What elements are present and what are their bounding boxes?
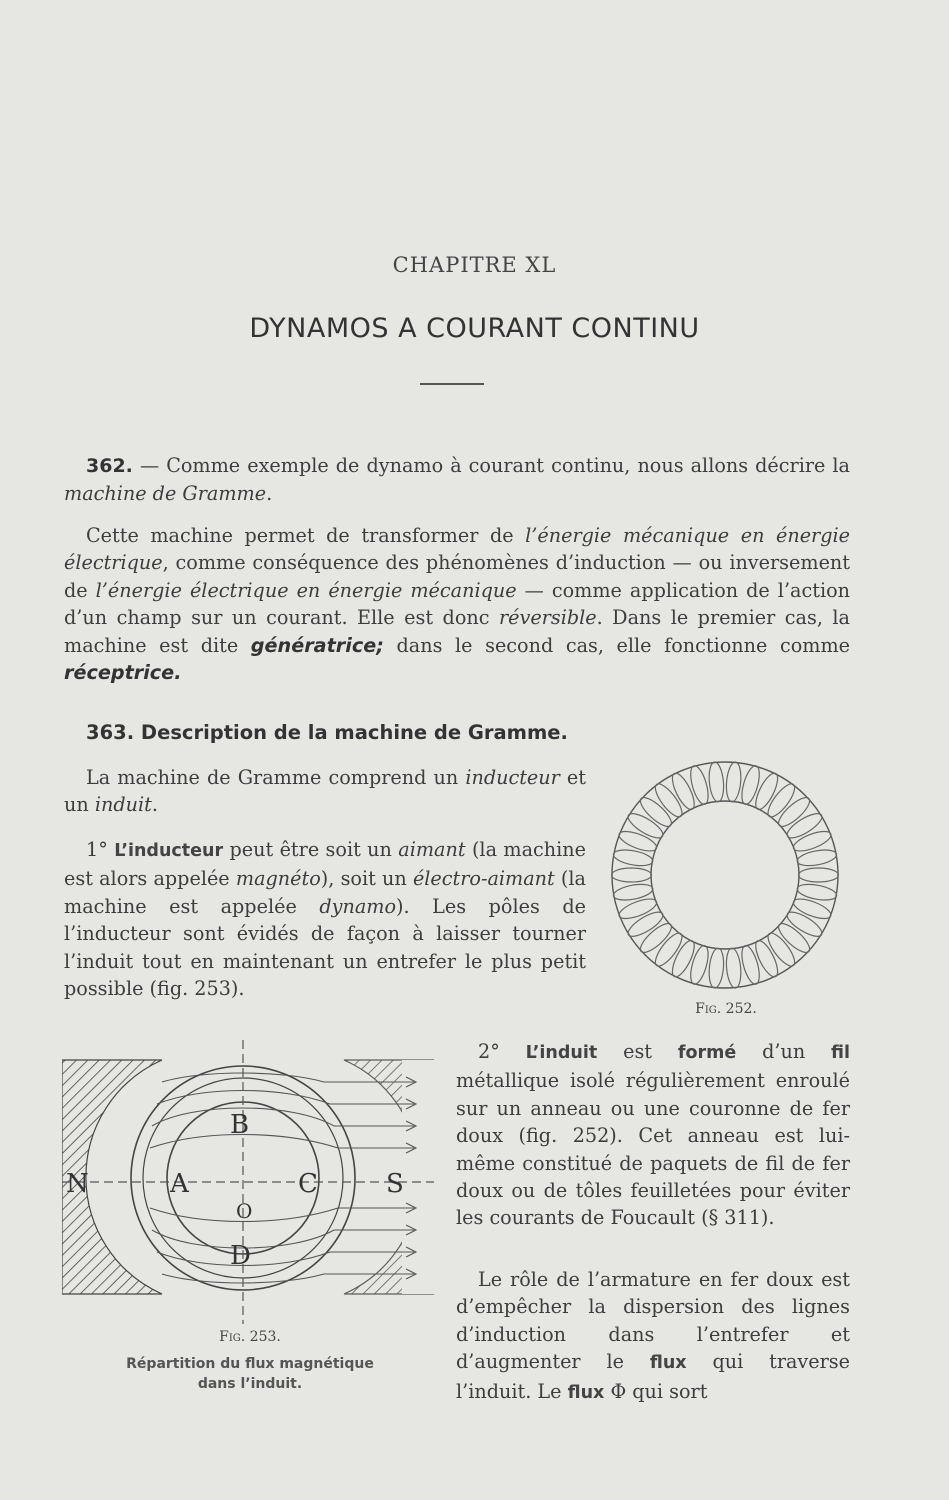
paragraph-armature: Le rôle de l’armature en fer doux est d’empêcher la dispersion des lignes d’induction dans l’entrefer et d’augmenter le flux qui traverse l’induit. Le flux Φ qui sort	[456, 1268, 850, 1403]
fig-253-flux-diagram	[62, 1040, 434, 1324]
section-heading-363: 363. Description de la machine de Gramme.	[86, 721, 568, 744]
ring-coil-winding	[708, 761, 726, 802]
label-S: S	[386, 1169, 404, 1199]
ring-coil-winding	[617, 895, 659, 923]
ring-coil-winding	[799, 868, 839, 882]
ring-coil-winding	[725, 761, 743, 802]
ring-coil-winding	[612, 868, 652, 882]
chapter-title: DYNAMOS A COURANT CONTINU	[249, 313, 700, 344]
paragraph-inducteur: 1° L’inducteur peut être soit un aimant (la machine est alors appelée magnéto), soit un électro-aimant (la machine est appelée dynamo). Les pôles de l’inducteur sont évidés de façon à laisser tourner l’induit tout en maintenant un entrefer le plus petit possible (fig. 253).	[64, 838, 586, 1001]
paragraph-induit: 2° L’induit est formé d’un fil métallique isolé régulièrement enroulé sur un anneau ou une couronne de fer doux (fig. 252). Cet anneau est lui-même constitué de paquets de fil de fer doux ou de tôles feuilletées pour éviter les courants de Foucault (§ 311).	[456, 1040, 851, 1230]
fig-252-ring-illustration	[600, 752, 850, 1002]
label-B: B	[230, 1110, 250, 1140]
label-C: C	[298, 1169, 318, 1199]
ring-coil-winding	[617, 827, 659, 855]
ring-coil-winding	[725, 948, 743, 989]
label-D: D	[230, 1241, 251, 1271]
fig-253-legend: Répartition du flux magnétique dans l’induit.	[126, 1356, 374, 1392]
title-divider	[420, 383, 484, 385]
paragraph-362-intro: 362. — Comme exemple de dynamo à courant continu, nous allons décrire la machine de Gramme.	[64, 454, 850, 506]
ring-coil-winding	[791, 827, 833, 855]
label-O: O	[236, 1199, 253, 1223]
label-N: N	[66, 1169, 89, 1199]
section-number-362: 362.	[86, 455, 133, 477]
paragraph-363-intro: La machine de Gramme comprend un inducteur et un induit.	[64, 766, 586, 817]
paragraph-362-body: Cette machine permet de transformer de l’énergie mécanique en énergie électrique, comme conséquence des phénomènes d’induction — ou inversement de l’énergie électrique en énergie mécanique — comme application de l’action d’un champ sur un courant. Elle est donc réversible. Dans le premier cas, la machine est dite génératrice; dans le second cas, elle fonctionne comme réceptrice.	[64, 524, 850, 685]
ring-coil-winding	[738, 944, 762, 986]
ring-coil-winding	[708, 948, 726, 989]
ring-coil-winding	[791, 895, 833, 923]
chapter-label: CHAPITRE XL	[392, 253, 557, 277]
fig-253-caption: Fig. 253.	[219, 1329, 281, 1345]
ring-coil-winding	[687, 764, 711, 806]
ring-coil-winding	[687, 944, 711, 986]
label-A: A	[170, 1169, 189, 1199]
fig-252-caption: Fig. 252.	[695, 1001, 757, 1017]
ring-coil-winding	[738, 764, 762, 806]
